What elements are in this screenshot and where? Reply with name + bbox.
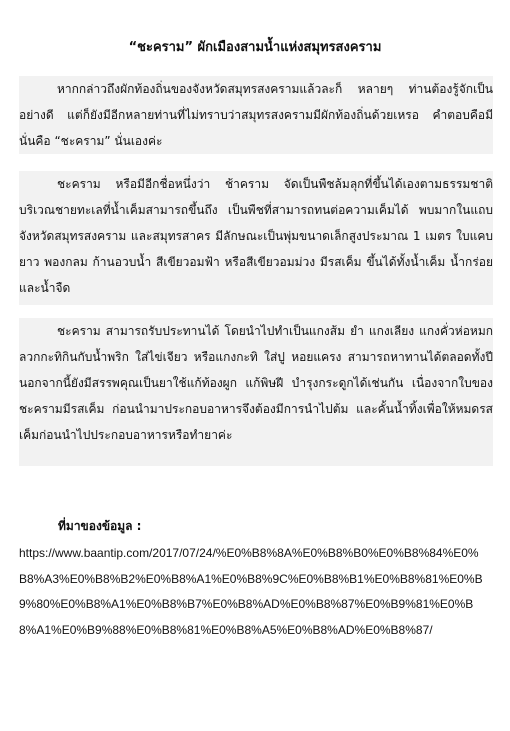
source-label: ที่มาของข้อมูล : [58, 519, 142, 533]
paragraph-usage: ชะคราม สามารถรับประทานได้ โดยนำไปทำเป็นแกงส้ม ยำ แกงเลียง แกงคั่วห่อหมก ลวกกะทิกินกับน้ำพริก ใส่ไข่เจียว หรือแกงกะทิ ใส่ปู หอยแครง สามารถหาทานได้ตลอดทั้งปี นอกจากนี้ยังมีสรรพคุณเป็นยาใช้แก้ท้องผูก แก้พิษฝี บำรุงกระดูกได้เช่นกัน เนื่องจากใบของชะครามมีรสเค็ม ก่อนนำมาประกอบอาหารจึงต้องมีการนำไปต้ม และคั้นน้ำทิ้งเพื่อให้หมดรสเค็มก่อนนำไปประกอบอาหารหรือทำยาค่ะ [19, 318, 493, 466]
document-title: “ชะคราม” ผักเมืองสามน้ำแห่งสมุทรสงคราม [128, 40, 382, 55]
paragraph-intro: หากกล่าวถึงผักท้องถิ่นของจังหวัดสมุทรสงครามแล้วละก็ หลายๆ ท่านต้องรู้จักเป็นอย่างดี แต่ก็ยังมีอีกหลายท่านที่ไม่ทราบว่าสมุทรสงครามมีผักท้องถิ่นด้วยเหรอ คำตอบคือมี นั่นคือ “ชะคราม” นั่นเองค่ะ [19, 76, 493, 154]
source-url-link[interactable]: https://www.baantip.com/2017/07/24/%E0%B8%8A%E0%B8%B0%E0%B8%84%E0%B8%A3%E0%B8%B2%E0%B8%A1%E0%B8%9C%E0%B8%B1%E0%B8%81%E0%B9%80%E0%B8%A1%E0%B8%B7%E0%B8%AD%E0%B8%87%E0%B9%81%E0%B8%A1%E0%B9%88%E0%B8%81%E0%B8%A5%E0%B8%AD%E0%B8%87/ [19, 546, 483, 637]
paragraph-description: ชะคราม หรือมีอีกชื่อหนึ่งว่า ช้าคราม จัดเป็นพืชล้มลุกที่ขึ้นได้เองตามธรรมชาติบริเวณชายทะเลที่น้ำเค็มสามารถขึ้นถึง เป็นพืชที่สามารถทนต่อความเค็มได้ พบมากในแถบจังหวัดสมุทรสงคราม และสมุทรสาคร มีลักษณะเป็นพุ่มขนาดเล็กสูงประมาณ 1 เมตร ใบแคบยาว พองกลม ก้านอวบน้ำ สีเขียวอมฟ้า หรือสีเขียวอมม่วง มีรสเค็ม ขึ้นได้ทั้งน้ำเค็ม น้ำกร่อย และน้ำจืด [19, 171, 493, 305]
